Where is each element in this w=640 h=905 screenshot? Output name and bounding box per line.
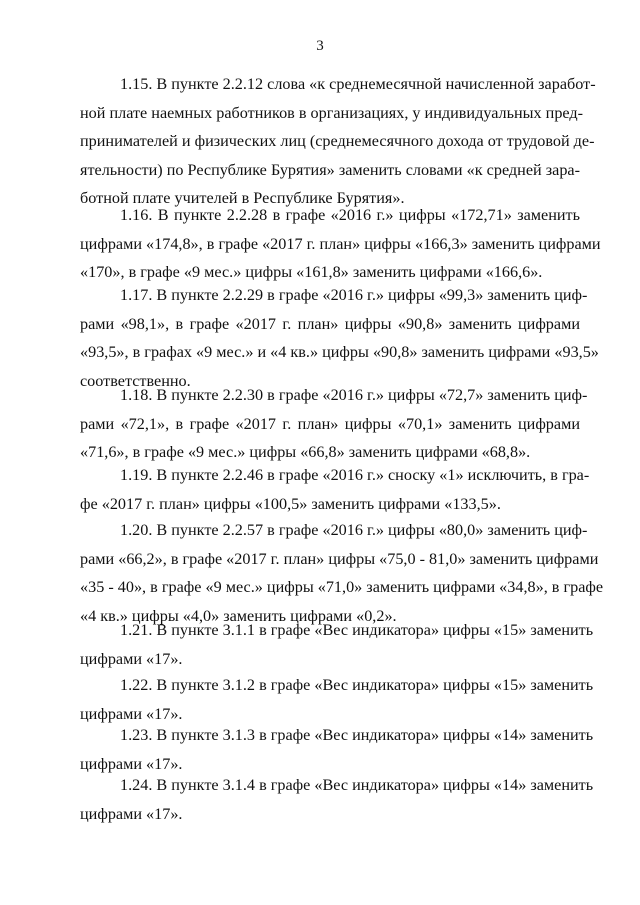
text-line: 1.23. В пункте 3.1.3 в графе «Вес индикатора» цифры «14» заменить xyxy=(120,726,594,744)
text-line: 1.24. В пункте 3.1.4 в графе «Вес индикатора» цифры «14» заменить xyxy=(120,776,594,794)
text-line: 1.15. В пункте 2.2.12 слова «к среднемесячной начисленной заработ- xyxy=(120,75,596,93)
text-line: ятельности) по Республике Бурятия» заменить словами «к средней зара- xyxy=(80,161,580,179)
text-line: 1.17. В пункте 2.2.29 в графе «2016 г.» цифры «99,3» заменить циф- xyxy=(120,286,588,304)
text-line: цифрами «17». xyxy=(80,650,183,668)
text-line: цифрами «17». xyxy=(80,755,183,773)
text-line: 1.20. В пункте 2.2.57 в графе «2016 г.» цифры «80,0» заменить циф- xyxy=(120,521,588,539)
text-line: фе «2017 г. план» цифры «100,5» заменить цифрами «133,5». xyxy=(80,495,501,513)
text-line: цифрами «17». xyxy=(80,805,183,823)
text-line: «93,5», в графах «9 мес.» и «4 кв.» цифры «90,8» заменить цифрами «93,5» xyxy=(80,343,599,361)
text-line: принимателей и физических лиц (среднемесячного дохода от трудовой де- xyxy=(80,132,595,150)
text-line: ботной плате учителей в Республике Бурятия». xyxy=(80,189,405,207)
text-line: рами «72,1», в графе «2017 г. план» цифры «70,1» заменить цифрами xyxy=(80,415,580,433)
text-line: 1.22. В пункте 3.1.2 в графе «Вес индикатора» цифры «15» заменить xyxy=(120,676,594,694)
page-number: 3 xyxy=(316,38,324,54)
text-line: соответственно. xyxy=(80,372,191,390)
text-line: «35 - 40», в графе «9 мес.» цифры «71,0» заменить цифрами «34,8», в графе xyxy=(80,578,604,596)
text-line: 1.21. В пункте 3.1.1 в графе «Вес индикатора» цифры «15» заменить xyxy=(120,621,594,639)
text-line: рами «98,1», в графе «2017 г. план» цифры «90,8» заменить цифрами xyxy=(80,315,580,333)
text-line: цифрами «17». xyxy=(80,705,183,723)
text-line: ной плате наемных работников в организациях, у индивидуальных пред- xyxy=(80,104,584,122)
text-line: 1.18. В пункте 2.2.30 в графе «2016 г.» цифры «72,7» заменить циф- xyxy=(120,386,588,404)
text-line: 1.19. В пункте 2.2.46 в графе «2016 г.» сноску «1» исключить, в гра- xyxy=(120,466,590,484)
text-line: «170», в графе «9 мес.» цифры «161,8» заменить цифрами «166,6». xyxy=(80,263,543,281)
text-line: «71,6», в графе «9 мес.» цифры «66,8» заменить цифрами «68,8». xyxy=(80,443,531,461)
text-line: цифрами «174,8», в графе «2017 г. план» цифры «166,3» заменить цифрами xyxy=(80,235,601,253)
text-line: рами «66,2», в графе «2017 г. план» цифры «75,0 - 81,0» заменить цифрами xyxy=(80,550,599,568)
text-line: 1.16. В пункте 2.2.28 в графе «2016 г.» цифры «172,71» заменить xyxy=(120,206,580,224)
text-line: «4 кв.» цифры «4,0» заменить цифрами «0,2». xyxy=(80,607,397,625)
